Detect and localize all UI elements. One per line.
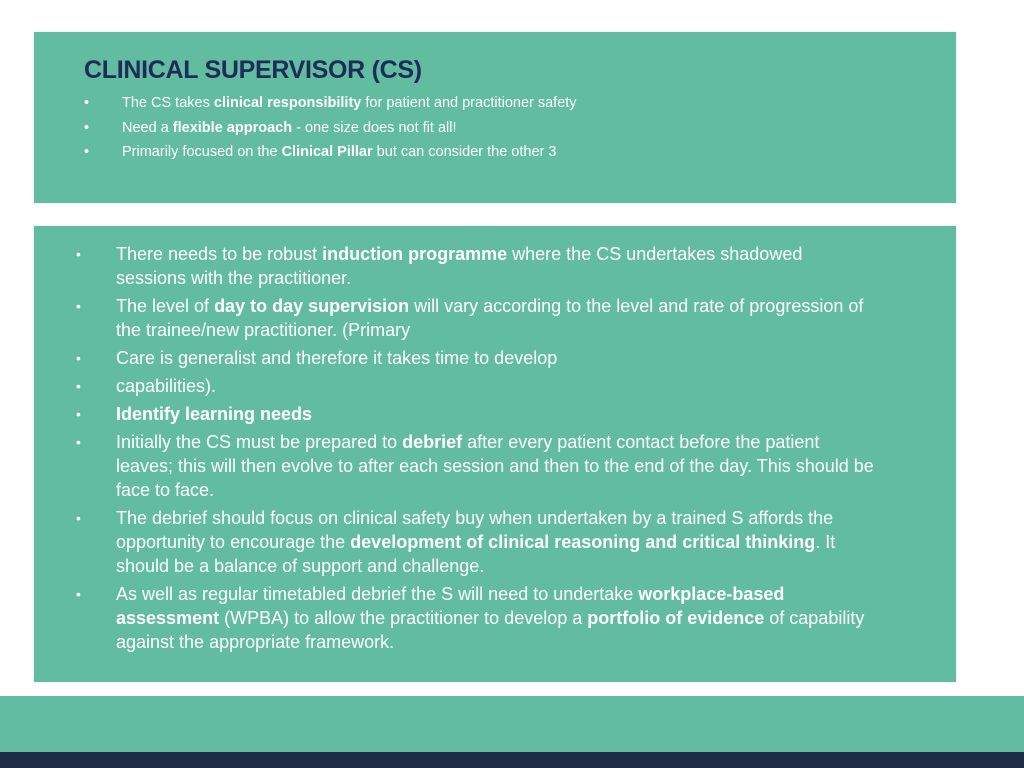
details-bullet-item: • capabilities). [76, 376, 217, 396]
summary-bullet-list [34, 91, 934, 165]
bullet-dot: • [76, 434, 81, 450]
details-bullet-list [34, 242, 934, 658]
footer-bar [0, 752, 1024, 768]
bullet-dot: • [76, 246, 81, 262]
bullet-dot: • [76, 510, 81, 526]
bullet-dot: • [84, 144, 90, 160]
summary-bullet-item: • The CS takes clinical responsibility for patient and practitioner safety [34, 91, 934, 116]
details-bullet-item: • There needs to be robust induction programme where the CS undertakes shadowed sessions with the practitioner. [76, 244, 803, 288]
slide-title: CLINICAL SUPERVISOR (CS) [84, 56, 422, 84]
bullet-dot: • [76, 378, 81, 394]
details-panel [34, 226, 956, 682]
summary-bullet-item: • Primarily focused on the Clinical Pillar but can consider the other 3 [34, 140, 934, 165]
details-bullet-item: • As well as regular timetabled debrief the S will need to undertake workplace-based assessment (WPBA) to allow the practitioner to develop a portfolio of evidence of capability against the appropriate framework. [76, 584, 865, 652]
summary-bullet-item: • Need a flexible approach - one size does not fit all! [34, 116, 934, 141]
footer-band [0, 696, 1024, 752]
details-bullet-item: • The debrief should focus on clinical safety buy when undertaken by a trained S affords the opportunity to encourage the development of clinical reasoning and critical thinking. It should be a balance of support and challenge. [76, 508, 836, 576]
details-bullet-item: • Identify learning needs [76, 404, 313, 424]
details-bullet-item: • The level of day to day supervision will vary according to the level and rate of progression of the trainee/new practitioner. (Primary [76, 296, 864, 340]
details-bullet-item: • Initially the CS must be prepared to debrief after every patient contact before the patient leaves; this will then evolve to after each session and then to the end of the day. This should be face to face. [76, 432, 874, 500]
bullet-dot: • [84, 119, 90, 136]
bullet-dot: • [76, 586, 81, 602]
bullet-dot: • [84, 95, 90, 111]
bullet-dot: • [76, 298, 81, 314]
bullet-dot: • [76, 350, 81, 366]
summary-panel [34, 32, 956, 203]
details-bullet-item: • Care is generalist and therefore it takes time to develop [76, 348, 558, 368]
bullet-dot: • [76, 406, 81, 422]
